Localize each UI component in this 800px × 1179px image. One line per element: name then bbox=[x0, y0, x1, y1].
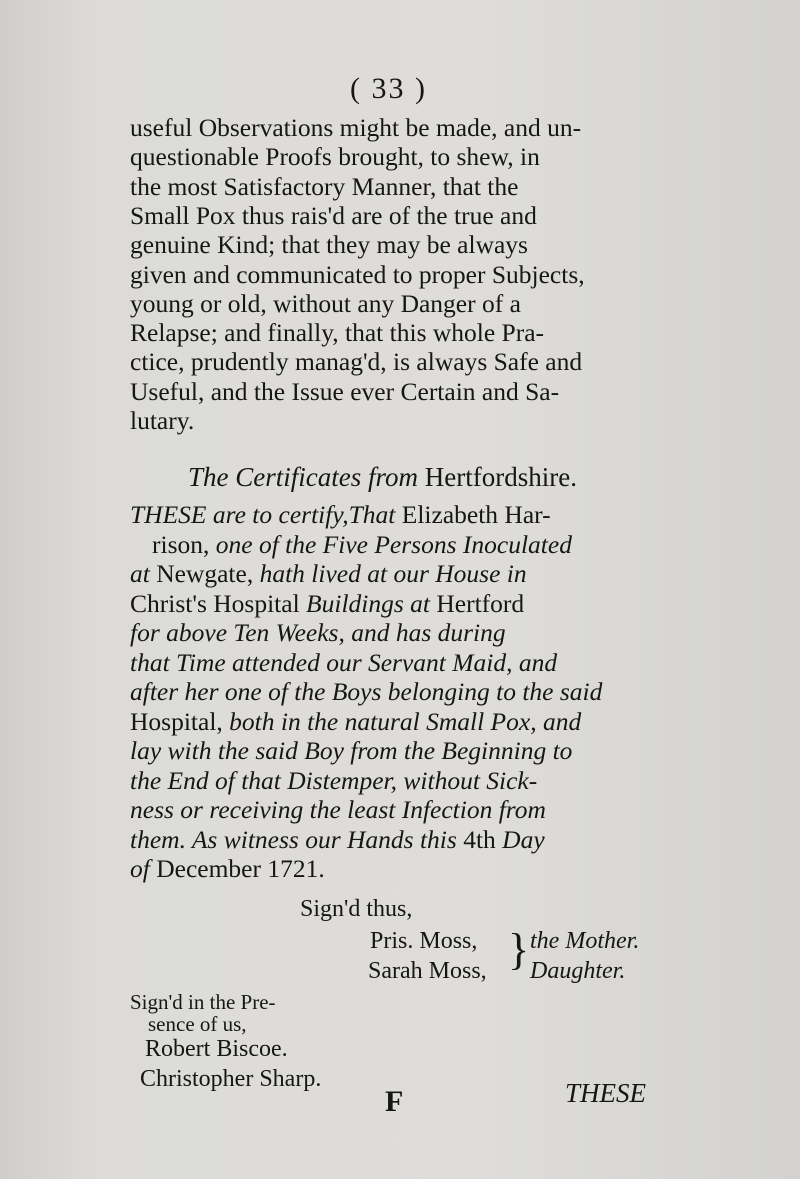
certificate-segment: one of the Five Persons Inoculated bbox=[215, 529, 572, 559]
signatory-name-1: Pris. Moss, bbox=[370, 928, 478, 954]
witness-label-1: Sign'd in the Pre- bbox=[130, 990, 276, 1014]
certificate-line bbox=[130, 648, 557, 678]
certificate-segment: of bbox=[130, 854, 157, 883]
certificate-segment: December 1721. bbox=[156, 854, 325, 883]
certificate-segment: 4th bbox=[463, 824, 503, 854]
certificate-line bbox=[130, 825, 545, 855]
brace-mark: } bbox=[508, 925, 530, 974]
certificate-segment: THESE bbox=[130, 500, 213, 529]
signatory-role-1: the Mother. bbox=[530, 928, 640, 954]
certificate-line bbox=[130, 500, 551, 530]
certificate-line bbox=[130, 736, 572, 766]
certificate-line bbox=[130, 795, 546, 825]
certificate-line bbox=[130, 707, 581, 737]
certificate-segment: That bbox=[348, 500, 396, 529]
certificate-line bbox=[130, 559, 527, 589]
signature-mark: F bbox=[385, 1085, 404, 1118]
witness-name-2: Christopher Sharp. bbox=[140, 1066, 322, 1092]
body-line: given and communicated to proper Subjects, bbox=[130, 259, 585, 289]
certificate-segment: Christ's Hospital bbox=[130, 588, 307, 618]
certificate-segment: Newgate, bbox=[156, 559, 260, 588]
certificate-segment: rison, bbox=[152, 529, 216, 559]
witness-name-1: Robert Biscoe. bbox=[145, 1036, 288, 1062]
body-line: Useful, and the Issue ever Certain and Sa- bbox=[130, 376, 560, 406]
certificate-line bbox=[130, 766, 537, 796]
certificate-segment: at bbox=[130, 559, 157, 588]
certificate-segment: hath lived at our House in bbox=[259, 559, 527, 588]
page-number: ( 33 ) bbox=[350, 72, 427, 105]
certificate-segment: Day bbox=[502, 824, 545, 854]
certificate-segment: Hertford bbox=[436, 588, 525, 618]
signatory-role-2: Daughter. bbox=[530, 958, 626, 984]
certificate-segment: that Time attended our Servant Maid, and bbox=[130, 647, 558, 677]
body-line: questionable Proofs brought, to shew, in bbox=[130, 142, 540, 172]
catchword: THESE bbox=[565, 1078, 646, 1108]
certificate-segment: after her one of the Boys belonging to the said bbox=[130, 677, 603, 706]
body-line: genuine Kind; that they may be always bbox=[130, 230, 528, 260]
heading-roman: Hertfordshire. bbox=[424, 462, 577, 492]
certificates-heading bbox=[188, 462, 577, 493]
certificate-segment: for above Ten Weeks, and has during bbox=[130, 618, 506, 647]
signed-thus: Sign'd thus, bbox=[300, 896, 413, 922]
witness-label-2: sence of us, bbox=[148, 1012, 247, 1036]
body-line: lutary. bbox=[130, 406, 195, 435]
certificate-line bbox=[130, 677, 602, 707]
heading-italic: The Certificates from bbox=[188, 462, 418, 492]
body-line: young or old, without any Danger of a bbox=[130, 288, 521, 318]
body-line: ctice, prudently manag'd, is always Safe and bbox=[130, 347, 583, 377]
certificate-segment: Buildings at bbox=[306, 588, 437, 618]
certificate-segment: ness or receiving the least Infection from bbox=[130, 795, 546, 824]
certificate-segment: lay with the said Boy from the Beginning to bbox=[130, 736, 573, 765]
body-line: the most Satisfactory Manner, that the bbox=[130, 171, 519, 201]
body-line: Relapse; and finally, that this whole Pra- bbox=[130, 318, 545, 348]
certificate-line bbox=[130, 589, 524, 619]
certificate-line bbox=[130, 618, 506, 648]
certificate-line bbox=[152, 530, 572, 560]
certificate-segment: them. As witness our Hands this bbox=[130, 824, 464, 854]
signatory-name-2: Sarah Moss, bbox=[368, 958, 487, 984]
certificate-segment: are to certify, bbox=[212, 500, 349, 529]
certificate-segment: the End of that Distemper, without Sick- bbox=[130, 765, 538, 795]
body-line: useful Observations might be made, and un- bbox=[130, 113, 582, 142]
certificate-segment: both in the natural Small Pox, and bbox=[229, 706, 582, 736]
certificate-line bbox=[130, 854, 325, 884]
certificate-segment: Hospital, bbox=[130, 706, 230, 736]
body-line: Small Pox thus rais'd are of the true and bbox=[130, 200, 537, 230]
certificate-segment: Elizabeth Har- bbox=[395, 500, 551, 529]
